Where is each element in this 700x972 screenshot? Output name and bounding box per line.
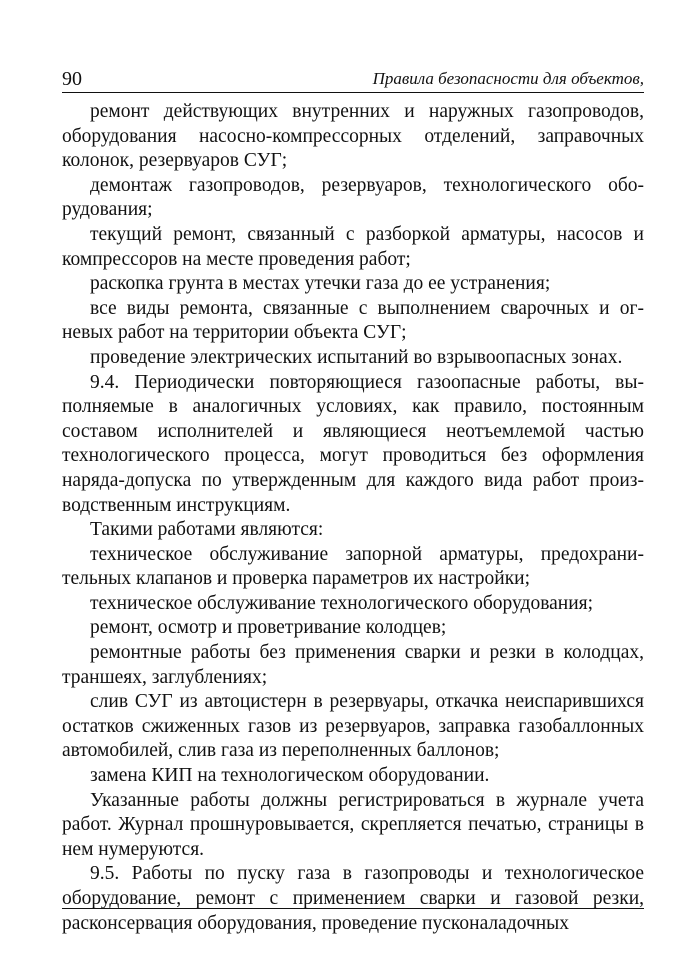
paragraph: техническое обслуживание технологического оборудования; — [90, 592, 594, 614]
paragraph: ремонт, осмотр и проветривание колодцев; — [90, 617, 447, 639]
paragraph: слив СУГ из автоцистерн в резервуары, откачка неиспарившихся остатков сжиженных газов из резервуаров, заправка газобаллонных автомобилей, слив газа из переполненных баллонов; — [62, 691, 644, 762]
paragraph: ремонтные работы без применения сварки и резки в колодцах, траншеях, заглублениях; — [62, 642, 644, 688]
paragraph: ремонт действующих внутренних и наружных газопроводов, оборудования насосно-компрессорных отделений, заправочных колонок, резервуаров СУГ; — [62, 101, 644, 172]
running-title: Правила безопасности для объектов, — [372, 69, 644, 88]
footer-rule — [62, 908, 644, 909]
body-text — [62, 100, 644, 936]
page-header — [62, 64, 644, 93]
paragraph: замена КИП на технологическом оборудовании. — [90, 765, 490, 787]
paragraph: Такими работами являются: — [90, 519, 324, 541]
paragraph-section-9-5: 9.5. Работы по пуску газа в газопроводы и технологическое оборудование, ремонт с применением сварки и газовой резки, расконсервация оборудования, проведение пусконаладочных — [62, 863, 644, 934]
paragraph: демонтаж газопроводов, резервуаров, технологического оборудования; — [62, 174, 644, 221]
paragraph: Указанные работы должны регистрироваться в журнале учета работ. Журнал прошнуровывается, скрепляется печатью, страницы в нем нумеруются. — [62, 789, 644, 860]
paragraph: раскопка грунта в местах утечки газа до ее устранения; — [90, 273, 551, 295]
paragraph: текущий ремонт, связанный с разборкой арматуры, насосов и компрессоров на месте проведения работ; — [62, 223, 644, 270]
paragraph: проведение электрических испытаний во взрывоопасных зонах. — [90, 346, 623, 368]
paragraph: техническое обслуживание запорной арматуры, предохранительных клапанов и проверка параметров их настройки; — [62, 543, 644, 590]
paragraph: все виды ремонта, связанные с выполнением сварочных и огневых работ на территории объекта СУГ; — [62, 297, 644, 344]
paragraph-section-9-4: 9.4. Периодически повторяющиеся газоопасные работы, выполняемые в аналогичных условиях, как правило, постоянным составом исполнителей и являющиеся неотъемлемой частью технологического процесса, могут проводиться без оформления наряда-допуска по утвержденным для каждого вида работ производственным инструкциям. — [62, 371, 644, 516]
page-number: 90 — [62, 68, 82, 90]
